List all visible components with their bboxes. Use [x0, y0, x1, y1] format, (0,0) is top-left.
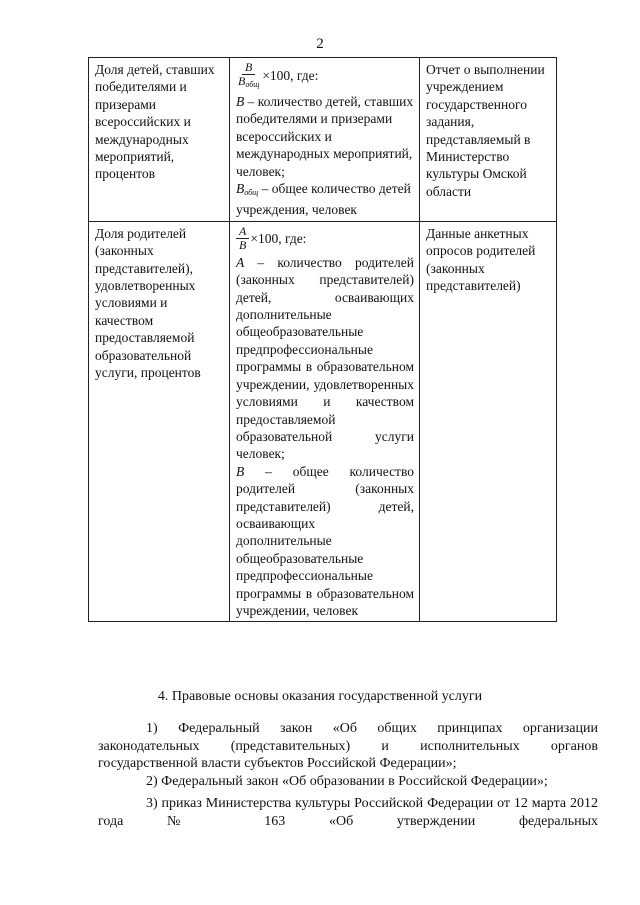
- paragraph-3: [98, 795, 598, 830]
- definition: [236, 180, 414, 219]
- formula: [236, 61, 414, 91]
- fraction: [236, 61, 261, 91]
- fraction-denominator: B: [239, 237, 247, 252]
- fraction: [236, 225, 249, 252]
- denominator-subscript: общ: [245, 80, 260, 89]
- definition-symbol: B: [236, 181, 245, 197]
- definition: [236, 254, 414, 463]
- indicator-cell: [89, 58, 230, 222]
- table-row: [89, 221, 557, 622]
- indicator-name: Доля родителей (законных представителей), удовлетворенных условиями и качеством предоставляемой образовательной услуги, процентов: [95, 225, 201, 381]
- formula-cell: [230, 221, 420, 622]
- definition-text: – общее количество родителей (законных представителей) детей, осваивающих дополнительные общеобразовательные предпрофессиональные программы в образовательном учреждении, человек: [236, 463, 414, 618]
- indicator-cell: [89, 221, 230, 622]
- denominator-symbol: B: [238, 74, 246, 88]
- section-heading: 4. Правовые основы оказания государственной услуги: [157, 689, 483, 704]
- definition-text: – количество родителей (законных представителей) детей, осваивающих дополнительные общеобразовательные предпрофессиональные программы в образовательном учреждении, удовлетворенных условиями и качеством предоставляемой образовательной услуги человек;: [236, 254, 414, 462]
- table-row: [89, 58, 557, 222]
- definition-subscript: общ: [244, 188, 259, 198]
- indicators-table: [88, 57, 557, 622]
- indicator-name: Доля детей, ставших победителями и призерами всероссийских и международных мероприятий, процентов: [95, 62, 215, 182]
- definition-symbol: B: [236, 463, 245, 479]
- definition-symbol: B: [236, 94, 245, 109]
- formula: [236, 225, 414, 252]
- paragraph-line: 2) Федеральный закон «Об образовании в Российской Федерации»;: [146, 774, 548, 789]
- paragraph-1: [98, 720, 598, 773]
- definition: [236, 93, 414, 180]
- formula-tail: ×100, где:: [262, 68, 319, 84]
- paragraph-line: 1) Федеральный закон «Об общих принципах организации законодательных (представительных) и исполнительных органов: [98, 721, 598, 754]
- source-text: Данные анкетных опросов родителей (законных представителей): [426, 225, 536, 294]
- formula-tail: ×100, где:: [250, 230, 307, 246]
- source-cell: [420, 58, 557, 222]
- definition-text: – общее количество детей учреждения, человек: [236, 181, 411, 218]
- definition-symbol: A: [236, 254, 245, 270]
- paragraph-line: государственной власти субъектов Российской Федерации»;: [98, 756, 457, 771]
- definition-text: – количество детей, ставших победителями и призерами всероссийских и международных мероприятий, человек;: [236, 94, 414, 179]
- fraction-numerator: A: [236, 225, 249, 239]
- paragraph-2: [98, 773, 598, 791]
- definition: [236, 463, 414, 620]
- fraction-denominator: [236, 75, 261, 91]
- source-cell: [420, 221, 557, 622]
- page-number: 2: [316, 36, 324, 52]
- source-text: Отчет о выполнении учреждением государственного задания, представляемый в Министерство культуры Омской области: [426, 62, 545, 199]
- formula-cell: [230, 58, 420, 222]
- paragraph-line: 3) приказ Министерства культуры Российской Федерации от 12 марта 2012 года № 163 «Об утверждении федеральных: [98, 796, 598, 829]
- fraction-numerator: B: [242, 61, 255, 75]
